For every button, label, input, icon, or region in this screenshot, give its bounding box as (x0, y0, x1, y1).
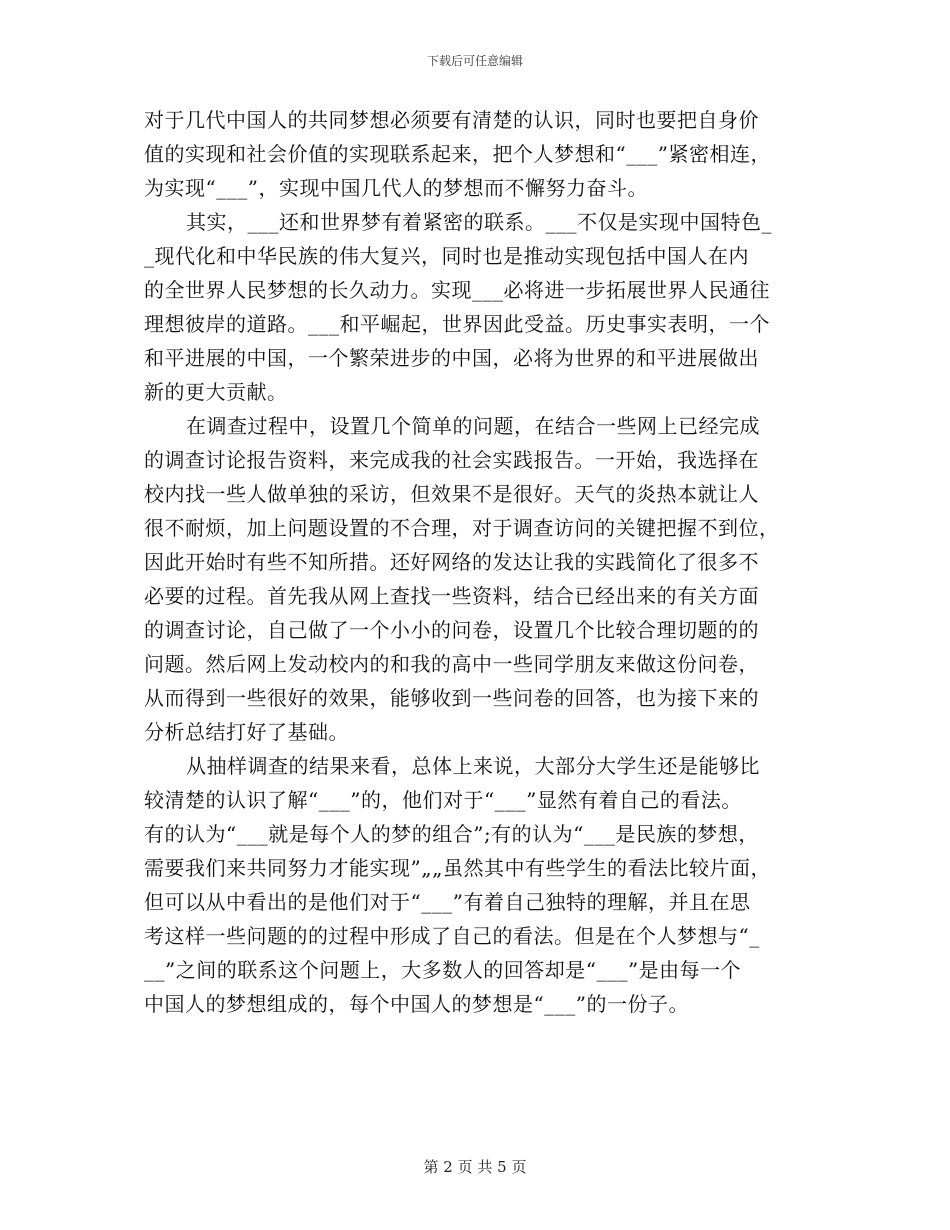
text-line: 对于几代中国人的共同梦想必须要有清楚的认识，同时也要把自身价 (144, 108, 759, 132)
text-line: 的调查讨论报告资料，来完成我的社会实践报告。一开始，我选择在 (144, 448, 759, 472)
text-line: 因此开始时有些不知所措。还好网络的发达让我的实践简化了很多不 (144, 550, 759, 574)
text-line: 新的更大贡献。 (144, 380, 288, 404)
text-line: 的调查讨论，自己做了一个小小的问卷，设置几个比较合理切题的的 (144, 618, 759, 642)
text-line: 校内找一些人做单独的采访，但效果不是很好。天气的炎热本就让人 (144, 482, 759, 506)
text-line: 分析总结打好了基础。 (144, 720, 349, 744)
text-line: 但可以从中看出的是他们对于“___”有着自己独特的理解，并且在思 (144, 890, 751, 914)
text-line: 从而得到一些很好的效果，能够收到一些问卷的回答，也为接下来的 (144, 686, 759, 710)
text-line: 较清楚的认识了解“___”的，他们对于“___”显然有着自己的看法。 (144, 788, 742, 812)
paragraph-first-line: 其实，___还和世界梦有着紧密的联系。___不仅是实现中国特色_ (186, 210, 772, 234)
text-line: 值的实现和社会价值的实现联系起来，把个人梦想和“___”紧密相连， (144, 142, 771, 166)
document-body (144, 103, 820, 1021)
text-line: 为实现“___”，实现中国几代人的梦想而不懈努力奋斗。 (144, 176, 648, 200)
paragraph-first-line: 从抽样调查的结果来看，总体上来说，大部分大学生还是能够比 (186, 754, 760, 778)
page-header: 下载后可任意编辑 (426, 54, 523, 68)
text-line: 的全世界人民梦想的长久动力。实现___必将进一步拓展世界人民通往 (144, 278, 770, 302)
page-number: 第 2 页 共 5 页 (423, 1158, 527, 1176)
text-line: __”之间的联系这个问题上，大多数人的回答却是“___”是由每一个 (144, 958, 742, 982)
text-line: 必要的过程。首先我从网上查找一些资料，结合已经出来的有关方面 (144, 584, 759, 608)
text-line: 有的认为“___就是每个人的梦的组合”;有的认为“___是民族的梦想， (144, 822, 759, 846)
text-line: _现代化和中华民族的伟大复兴，同时也是推动实现包括中国人在内 (144, 244, 749, 268)
text-line: 和平进展的中国，一个繁荣进步的中国，必将为世界的和平进展做出 (144, 346, 759, 370)
text-line: 很不耐烦，加上问题设置的不合理，对于调查访问的关键把握不到位， (144, 516, 780, 540)
paragraph-first-line: 在调查过程中，设置几个简单的问题，在结合一些网上已经完成 (186, 414, 760, 438)
text-line: 需要我们来共同努力才能实现”„„虽然其中有些学生的看法比较片面， (144, 856, 771, 880)
text-line: 中国人的梦想组成的，每个中国人的梦想是“___”的一份子。 (144, 992, 689, 1016)
text-line: 考这样一些问题的的过程中形成了自己的看法。但是在个人梦想与“_ (144, 924, 760, 948)
text-line: 理想彼岸的道路。___和平崛起，世界因此受益。历史事实表明，一个 (144, 312, 770, 336)
text-line: 问题。然后网上发动校内的和我的高中一些同学朋友来做这份问卷， (144, 652, 759, 676)
